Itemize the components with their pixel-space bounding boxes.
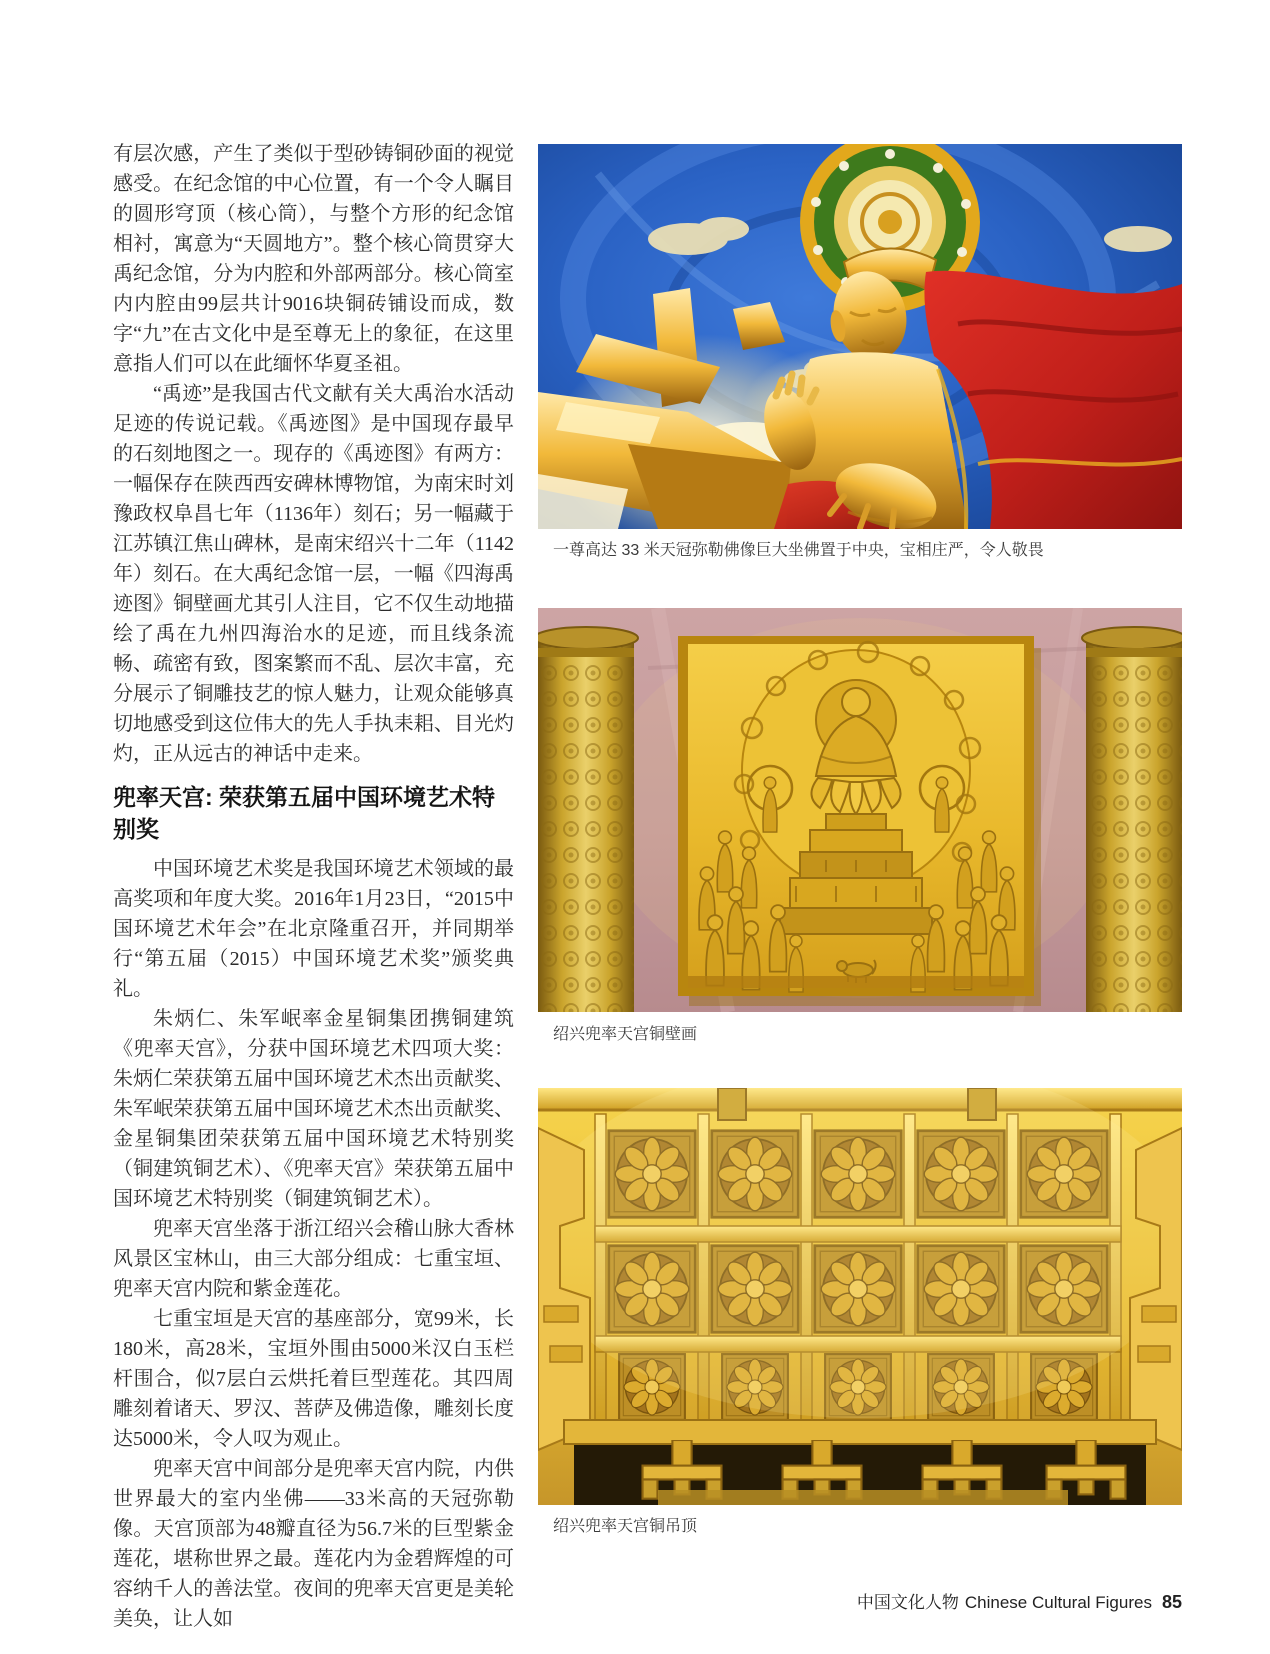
article-text-column (113, 139, 514, 1634)
engraved-bronze-column-left (538, 627, 638, 1012)
article-paragraph: 兜率天宫坐落于浙江绍兴会稽山脉大香林风景区宝林山，由三大部分组成：七重宝垣、兜率天宫内院和紫金莲花。 (113, 1218, 514, 1300)
figure-caption: 一尊高达 33 米天冠弥勒佛像巨大坐佛置于中央，宝相庄严，令人敬畏 (553, 542, 1044, 559)
figure-buddha-statue-photo (538, 144, 1182, 529)
article-paragraph: “禹迹”是我国古代文献有关大禹治水活动足迹的传说记载。《禹迹图》是中国现存最早的石刻地图之一。现存的《禹迹图》有两方：一幅保存在陕西西安碑林博物馆，为南宋时刘豫政权阜昌七年（1136年）刻石；另一幅藏于江苏镇江焦山碑林，是南宋绍兴十二年（1142年）刻石。在大禹纪念馆一层，一幅《四海禹迹图》铜壁画尤其引人注目，它不仅生动地描绘了禹在九州四海治水的足迹，而且线条流畅、疏密有致，图案繁而不乱、层次丰富，充分展示了铜雕技艺的惊人魅力，让观众能够真切地感受到这位伟大的先人手执耒耜、目光灼灼，正从远古的神话中走来。 (113, 383, 514, 765)
engraved-bronze-column-right (1082, 627, 1182, 1012)
article-paragraph: 朱炳仁、朱军岷率金星铜集团携铜建筑《兜率天宫》，分获中国环境艺术四项大奖：朱炳仁荣获第五届中国环境艺术杰出贡献奖、朱军岷荣获第五届中国环境艺术杰出贡献奖、金星铜集团荣获第五届中国环境艺术特别奖（铜建筑铜艺术）、《兜率天宫》荣获第五届中国环境艺术特别奖（铜建筑铜艺术）。 (113, 1008, 514, 1210)
publication-name-cjk: 中国文化人物 (856, 1593, 959, 1612)
article-paragraph: 有层次感，产生了类似于型砂铸铜砂面的视觉感受。在纪念馆的中心位置，有一个令人瞩目的圆形穹顶（核心筒），与整个方形的纪念馆相衬，寓意为“天圆地方”。整个核心筒贯穿大禹纪念馆，分为内腔和外部两部分。核心筒室内内腔由99层共计9016块铜砖铺设而成，数字“九”在古文化中是至尊无上的象征，在这里意指人们可以在此缅怀华夏圣祖。 (113, 143, 514, 375)
article-paragraph: 兜率天宫中间部分是兜率天宫内院，内供世界最大的室内坐佛——33米高的天冠弥勒像。天宫顶部为48瓣直径为56.7米的巨型紫金莲花，堪称世界之最。莲花内为金碧辉煌的可容纳千人的善法堂。夜间的兜率天宫更是美轮美奂，让人如 (113, 1458, 514, 1630)
figure-bronze-mural-photo (538, 608, 1182, 1012)
page-number: 85 (1161, 1592, 1182, 1612)
figure-caption: 绍兴兜率天宫铜壁画 (553, 1026, 698, 1043)
page-footer (857, 1588, 1182, 1613)
dougong-bracket-frieze (564, 1420, 1156, 1505)
coffered-panel-grid (538, 1088, 1182, 1422)
publication-name-en: Chinese Cultural Figures (964, 1593, 1152, 1612)
section-heading: 兜率天宫: 荣获第五届中国环境艺术特别奖 (113, 784, 496, 842)
article-paragraph: 七重宝垣是天宫的基座部分，宽99米，长180米，高28米，宝垣外围由5000米汉白玉栏杆围合，似7层白云烘托着巨型莲花。其四周雕刻着诸天、罗汉、菩萨及佛造像，雕刻长度达5000米，令人叹为观止。 (113, 1308, 514, 1450)
figure-bronze-ceiling-photo (538, 1088, 1182, 1505)
bronze-relief-panel (678, 636, 1041, 1006)
article-paragraph: 中国环境艺术奖是我国环境艺术领域的最高奖项和年度大奖。2016年1月23日，“2015中国环境艺术年会”在北京隆重召开，并同期举行“第五届（2015）中国环境艺术奖”颁奖典礼。 (113, 858, 514, 1000)
relief-seated-bodhisattva (816, 680, 896, 776)
figure-caption: 绍兴兜率天宫铜吊顶 (553, 1518, 698, 1535)
